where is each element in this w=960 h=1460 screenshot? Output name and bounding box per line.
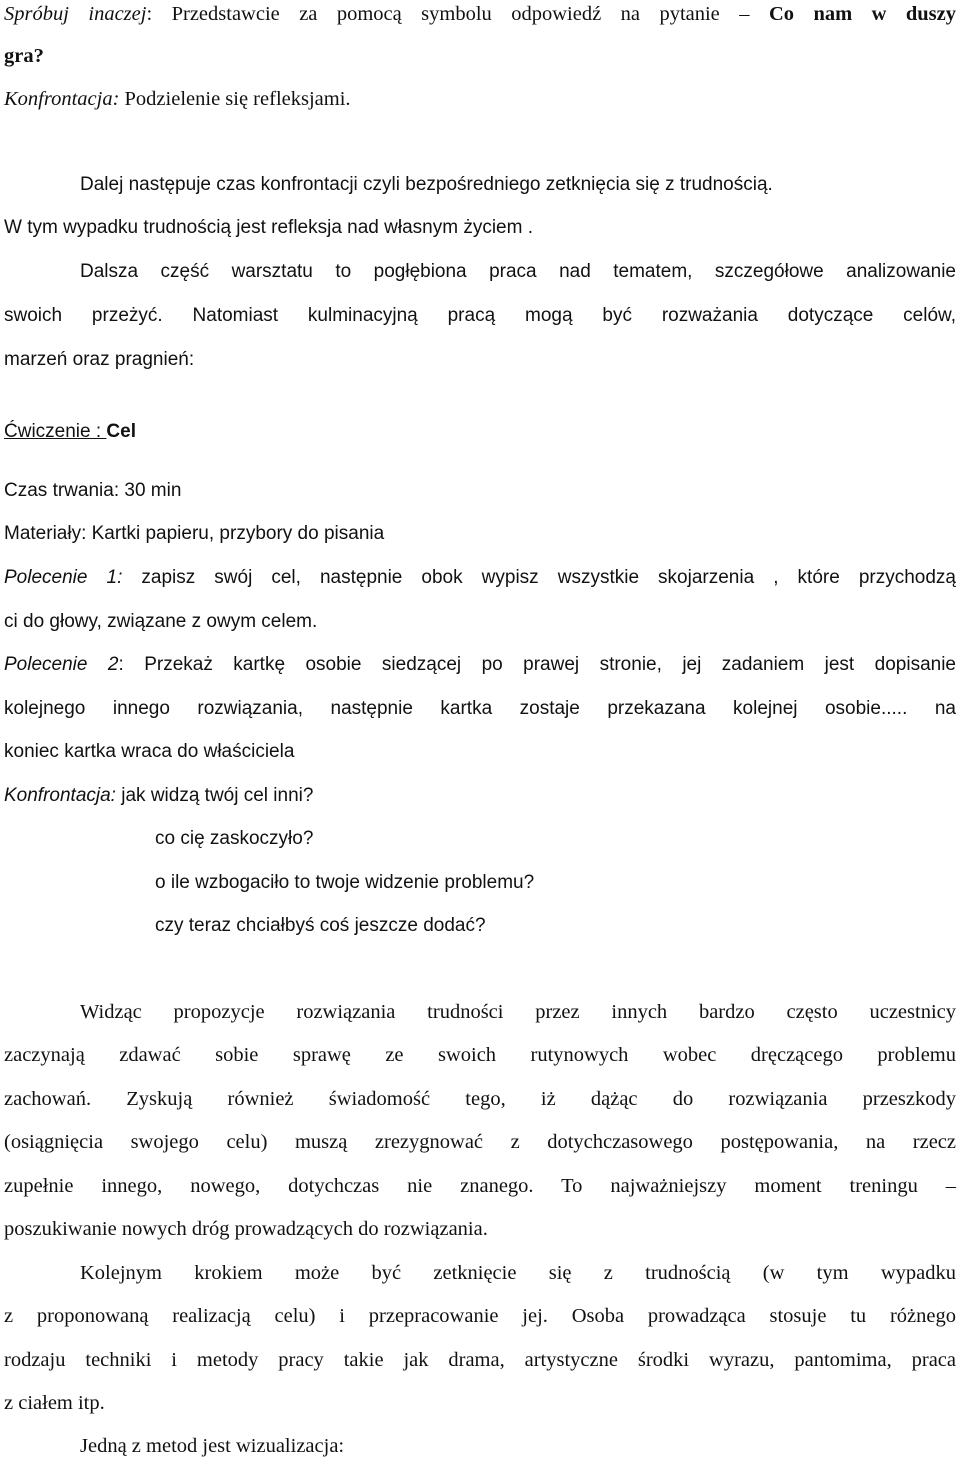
exercise-label: Ćwiczenie : xyxy=(4,421,107,442)
konfrontacja-line xyxy=(4,89,956,110)
block3-line-5: zupełnie innego, nowego, dotychczas nie znanego. To najważniejszy moment treningu – xyxy=(4,1175,956,1197)
polecenie-2-text: : Przekaż kartkę osobie siedzącej po prawej stronie, jej zadaniem jest dopisanie xyxy=(118,654,956,675)
prompt-line-2 xyxy=(4,46,956,67)
konfrontacja-text: Podzielenie się refleksjami. xyxy=(119,88,351,110)
exercise-duration: Czas trwania: 30 min xyxy=(4,480,182,501)
polecenie-1-line-1 xyxy=(4,568,956,587)
question-bold: Co nam w duszy xyxy=(768,3,957,25)
prompt-line-1 xyxy=(4,4,956,25)
konfrontacja-label: Konfrontacja: xyxy=(4,88,120,110)
prompt-text: : Przedstawcie za pomocą symbolu odpowiedź na pytanie – xyxy=(146,3,769,25)
block2-line-5: marzeń oraz pragnień: xyxy=(4,349,195,370)
polecenie-1-label: Polecenie 1: xyxy=(4,567,123,588)
block3-line-3: zachowań. Zyskują również świadomość tego, iż dążąc do rozwiązania przeszkody xyxy=(4,1088,956,1110)
block4-line-2: z proponowaną realizacją celu) i przepracowanie jej. Osoba prowadząca stosuje tu różnego xyxy=(4,1305,956,1327)
block3-line-4: (osiągnięcia swojego celu) muszą zrezygnować z dotychczasowego postępowania, na rzecz xyxy=(4,1131,956,1153)
polecenie-2-line-2: kolejnego innego rozwiązania, następnie kartka zostaje przekazana kolejnej osobie..... na xyxy=(4,698,956,719)
polecenie-2-label: Polecenie 2 xyxy=(4,654,119,675)
block2-line-1: Dalej następuje czas konfrontacji czyli bezpośredniego zetknięcia się z trudnością. xyxy=(80,174,773,195)
konfrontacja-question-4: czy teraz chciałbyś coś jeszcze dodać? xyxy=(155,915,486,936)
polecenie-1-line-2: ci do głowy, związane z owym celem. xyxy=(4,611,318,632)
question-1: jak widzą twój cel inni? xyxy=(115,785,314,806)
konfrontacja-label-2: Konfrontacja: xyxy=(4,785,116,806)
exercise-name: Cel xyxy=(106,421,136,442)
polecenie-2-line-3: koniec kartka wraca do właściciela xyxy=(4,741,295,762)
block3-line-2: zaczynają zdawać sobie sprawę ze swoich rutynowych wobec dręczącego problemu xyxy=(4,1044,956,1066)
block3-line-6: poszukiwanie nowych dróg prowadzących do rozwiązania. xyxy=(4,1218,488,1240)
block2-line-2: W tym wypadku trudnością jest refleksja nad własnym życiem . xyxy=(4,217,534,238)
polecenie-1-text: zapisz swój cel, następnie obok wypisz wszystkie skojarzenia , które przychodzą xyxy=(122,567,956,588)
spróbuj-inaczej-label: Spróbuj inaczej xyxy=(4,3,147,25)
konfrontacja-question-2: co cię zaskoczyło? xyxy=(155,828,314,849)
block4-line-3: rodzaju techniki i metody pracy takie jak drama, artystyczne środki wyrazu, pantomima, praca xyxy=(4,1349,956,1371)
block4-line-5: Jedną z metod jest wizualizacja: xyxy=(80,1435,345,1457)
konfrontacja-question-1 xyxy=(4,786,956,805)
exercise-materials: Materiały: Kartki papieru, przybory do pisania xyxy=(4,523,385,544)
block3-line-1: Widząc propozycje rozwiązania trudności przez innych bardzo często uczestnicy xyxy=(80,1001,956,1023)
block2-line-4: swoich przeżyć. Natomiast kulminacyjną pracą mogą być rozważania dotyczące celów, xyxy=(4,305,956,326)
konfrontacja-question-3: o ile wzbogaciło to twoje widzenie problemu? xyxy=(155,872,535,893)
polecenie-2-line-1 xyxy=(4,655,956,674)
block4-line-1: Kolejnym krokiem może być zetknięcie się z trudnością (w tym wypadku xyxy=(80,1262,956,1284)
question-bold-end: gra? xyxy=(4,45,44,67)
block4-line-4: z ciałem itp. xyxy=(4,1392,105,1414)
exercise-heading xyxy=(4,422,956,441)
block2-line-3: Dalsza część warsztatu to pogłębiona praca nad tematem, szczegółowe analizowanie xyxy=(80,261,956,282)
